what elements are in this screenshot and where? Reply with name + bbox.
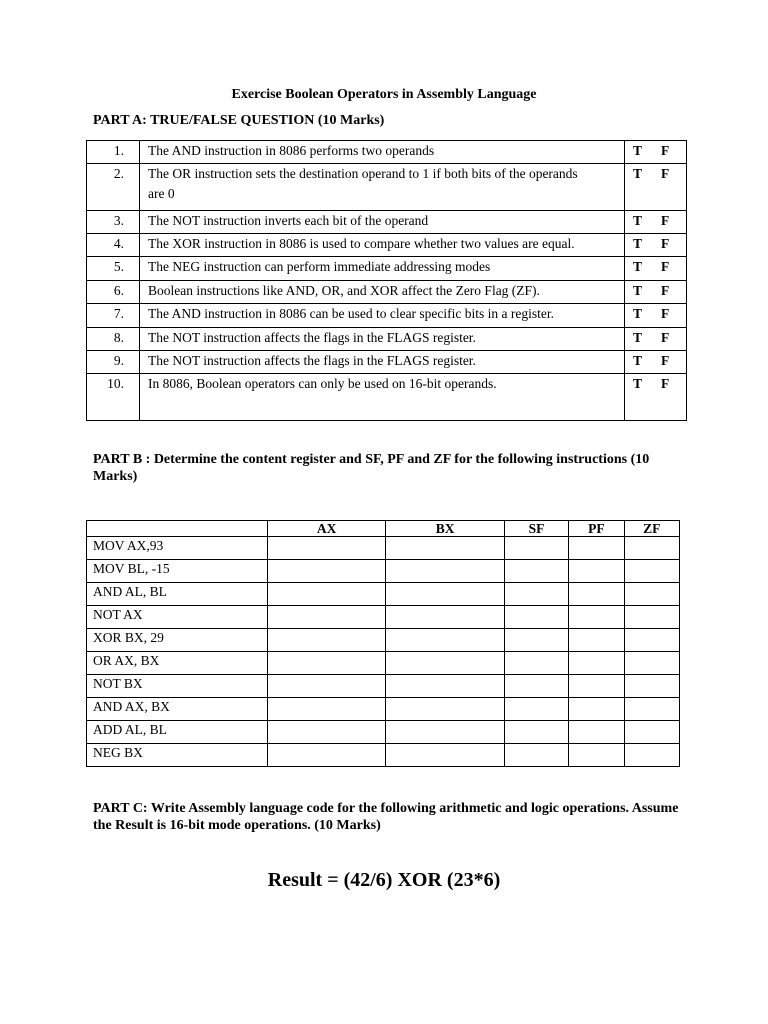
question-text	[140, 141, 625, 164]
question-row	[87, 211, 687, 234]
question-number: 7.	[87, 304, 140, 328]
question-line: In 8086, Boolean operators can only be used on 16-bit operands.	[148, 376, 497, 391]
instruction-row	[87, 744, 680, 767]
instruction-cell: NEG BX	[87, 744, 268, 767]
answer-cell[interactable]	[504, 675, 568, 698]
answer-cell[interactable]	[504, 537, 568, 560]
instruction-cell: NOT AX	[87, 606, 268, 629]
true-option[interactable]: T	[633, 330, 643, 345]
question-text	[140, 281, 625, 304]
answer-cell[interactable]	[386, 698, 504, 721]
question-text	[140, 234, 625, 257]
question-number: 5.	[87, 257, 140, 281]
instruction-cell: AND AX, BX	[87, 698, 268, 721]
answer-cell[interactable]	[386, 560, 504, 583]
answer-cell[interactable]	[504, 721, 568, 744]
instruction-row	[87, 629, 680, 652]
question-text	[140, 257, 625, 281]
false-option[interactable]: F	[661, 306, 670, 321]
true-false-options	[625, 211, 687, 234]
question-number: 2.	[87, 164, 140, 211]
question-line: The OR instruction sets the destination operand to 1 if both bits of the operands	[148, 166, 578, 181]
true-false-options	[625, 234, 687, 257]
false-option[interactable]: F	[661, 353, 670, 368]
question-line: The AND instruction in 8086 can be used to clear specific bits in a register.	[148, 306, 555, 321]
answer-cell[interactable]	[569, 560, 624, 583]
answer-cell[interactable]	[386, 606, 504, 629]
answer-cell[interactable]	[504, 629, 568, 652]
false-option[interactable]: F	[661, 166, 670, 181]
answer-cell[interactable]	[569, 698, 624, 721]
register-table	[86, 520, 680, 767]
question-row	[87, 328, 687, 351]
false-option[interactable]: F	[661, 213, 670, 228]
answer-cell[interactable]	[267, 606, 385, 629]
answer-cell[interactable]	[386, 537, 504, 560]
instruction-cell: AND AL, BL	[87, 583, 268, 606]
question-row	[87, 281, 687, 304]
answer-cell[interactable]	[267, 721, 385, 744]
question-text	[140, 304, 625, 328]
document-title: Exercise Boolean Operators in Assembly Language	[231, 87, 537, 102]
question-number: 1.	[87, 141, 140, 164]
register-column-header: BX	[386, 521, 504, 537]
question-row	[87, 141, 687, 164]
answer-cell[interactable]	[267, 744, 385, 767]
true-option[interactable]: T	[633, 283, 643, 298]
answer-cell[interactable]	[569, 606, 624, 629]
answer-cell[interactable]	[267, 652, 385, 675]
true-false-options	[625, 281, 687, 304]
question-number: 9.	[87, 351, 140, 374]
question-line: The XOR instruction in 8086 is used to compare whether two values are equal.	[148, 236, 575, 251]
answer-cell[interactable]	[267, 629, 385, 652]
question-text	[140, 351, 625, 374]
question-text	[140, 374, 625, 421]
instruction-cell: MOV BL, -15	[87, 560, 268, 583]
answer-cell[interactable]	[624, 675, 679, 698]
true-false-options	[625, 351, 687, 374]
instruction-row	[87, 537, 680, 560]
answer-cell[interactable]	[386, 583, 504, 606]
part-c-heading: PART C: Write Assembly language code for the following arithmetic and logic operations. Assume the Result is 16-bit mode operations. (10 Marks)	[93, 801, 679, 833]
answer-cell[interactable]	[386, 721, 504, 744]
answer-cell[interactable]	[386, 675, 504, 698]
instruction-cell: MOV AX,93	[87, 537, 268, 560]
part-a-heading: PART A: TRUE/FALSE QUESTION (10 Marks)	[93, 113, 385, 128]
question-line: The NOT instruction inverts each bit of the operand	[148, 213, 429, 228]
true-false-options	[625, 257, 687, 281]
question-row	[87, 164, 687, 211]
answer-cell[interactable]	[569, 537, 624, 560]
answer-cell[interactable]	[267, 675, 385, 698]
instruction-cell: XOR BX, 29	[87, 629, 268, 652]
false-option[interactable]: F	[661, 259, 670, 274]
part-b-heading: PART B : Determine the content register and SF, PF and ZF for the following instructions (10 Marks)	[93, 452, 650, 484]
answer-cell[interactable]	[504, 560, 568, 583]
answer-cell[interactable]	[569, 583, 624, 606]
answer-cell[interactable]	[624, 698, 679, 721]
question-text	[140, 328, 625, 351]
answer-cell[interactable]	[569, 629, 624, 652]
question-row	[87, 351, 687, 374]
true-option[interactable]: T	[633, 236, 643, 251]
false-option[interactable]: F	[661, 283, 670, 298]
true-option[interactable]: T	[633, 353, 643, 368]
answer-cell[interactable]	[624, 629, 679, 652]
instruction-column-header	[87, 521, 268, 537]
answer-cell[interactable]	[569, 744, 624, 767]
question-number: 4.	[87, 234, 140, 257]
false-option[interactable]: F	[661, 236, 670, 251]
instruction-row	[87, 652, 680, 675]
question-number: 3.	[87, 211, 140, 234]
false-option[interactable]: F	[661, 376, 670, 391]
answer-cell[interactable]	[386, 744, 504, 767]
answer-cell[interactable]	[569, 721, 624, 744]
answer-cell[interactable]	[624, 537, 679, 560]
register-column-header: PF	[569, 521, 624, 537]
answer-cell[interactable]	[267, 698, 385, 721]
answer-cell[interactable]	[504, 652, 568, 675]
instruction-row	[87, 698, 680, 721]
answer-cell[interactable]	[624, 560, 679, 583]
false-option[interactable]: F	[661, 143, 670, 158]
answer-cell[interactable]	[386, 629, 504, 652]
register-column-header: AX	[267, 521, 385, 537]
answer-cell[interactable]	[504, 583, 568, 606]
answer-cell[interactable]	[624, 721, 679, 744]
answer-cell[interactable]	[624, 583, 679, 606]
question-number: 6.	[87, 281, 140, 304]
instruction-row	[87, 675, 680, 698]
instruction-row	[87, 721, 680, 744]
result-expression: Result = (42/6) XOR (23*6)	[267, 869, 501, 891]
instruction-cell: OR AX, BX	[87, 652, 268, 675]
question-line: The NOT instruction affects the flags in the FLAGS register.	[148, 353, 476, 368]
instruction-cell: ADD AL, BL	[87, 721, 268, 744]
answer-cell[interactable]	[624, 744, 679, 767]
question-line: The NOT instruction affects the flags in the FLAGS register.	[148, 330, 476, 345]
true-false-options	[625, 374, 687, 421]
true-false-options	[625, 304, 687, 328]
question-number: 10.	[87, 374, 140, 421]
instruction-row	[87, 560, 680, 583]
question-text	[140, 164, 625, 211]
answer-cell[interactable]	[569, 675, 624, 698]
true-option[interactable]: T	[633, 143, 643, 158]
question-line: The NEG instruction can perform immediate addressing modes	[148, 259, 491, 274]
question-number: 8.	[87, 328, 140, 351]
answer-cell[interactable]	[569, 652, 624, 675]
true-option[interactable]: T	[633, 259, 643, 274]
answer-cell[interactable]	[504, 698, 568, 721]
question-row	[87, 234, 687, 257]
false-option[interactable]: F	[661, 330, 670, 345]
true-false-options	[625, 164, 687, 211]
true-false-options	[625, 141, 687, 164]
true-option[interactable]: T	[633, 166, 643, 181]
true-option[interactable]: T	[633, 306, 643, 321]
question-line: The AND instruction in 8086 performs two operands	[148, 143, 435, 158]
register-column-header: SF	[504, 521, 568, 537]
answer-cell[interactable]	[267, 560, 385, 583]
answer-cell[interactable]	[624, 652, 679, 675]
question-row	[87, 257, 687, 281]
answer-cell[interactable]	[624, 606, 679, 629]
true-option[interactable]: T	[633, 376, 643, 391]
answer-cell[interactable]	[267, 537, 385, 560]
question-line: Boolean instructions like AND, OR, and XOR affect the Zero Flag (ZF).	[148, 283, 540, 298]
instruction-cell: NOT BX	[87, 675, 268, 698]
question-text	[140, 211, 625, 234]
question-line: are 0	[148, 186, 175, 201]
answer-cell[interactable]	[267, 583, 385, 606]
instruction-row	[87, 583, 680, 606]
answer-cell[interactable]	[504, 606, 568, 629]
answer-cell[interactable]	[386, 652, 504, 675]
true-option[interactable]: T	[633, 213, 643, 228]
question-row	[87, 304, 687, 328]
true-false-options	[625, 328, 687, 351]
instruction-row	[87, 606, 680, 629]
answer-cell[interactable]	[504, 744, 568, 767]
true-false-table	[86, 140, 687, 421]
register-column-header: ZF	[624, 521, 679, 537]
question-row	[87, 374, 687, 421]
